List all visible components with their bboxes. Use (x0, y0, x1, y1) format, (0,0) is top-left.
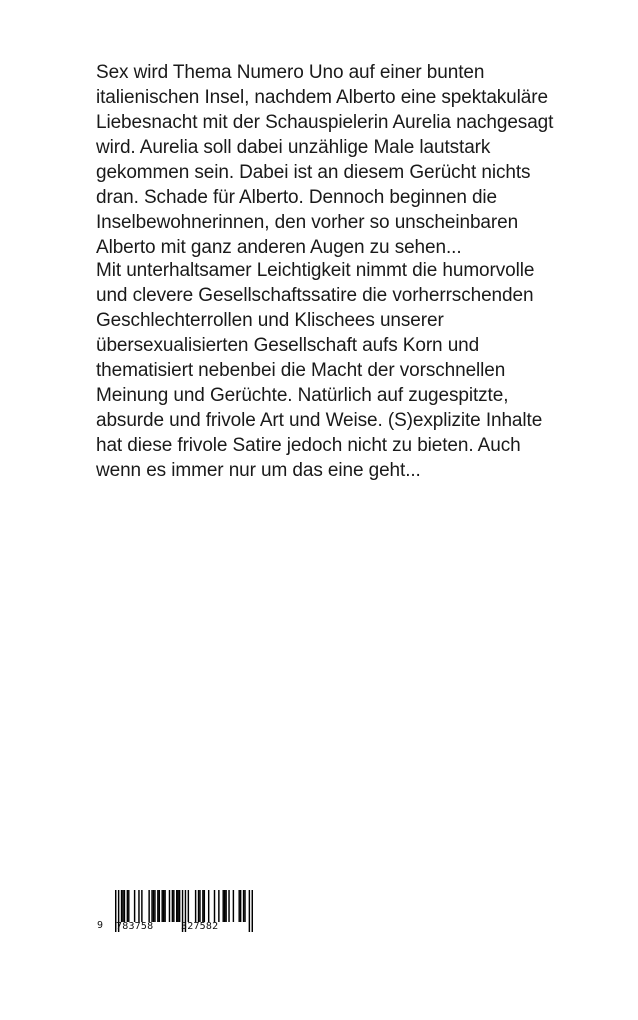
barcode-bar (121, 890, 122, 922)
barcode-bar (157, 890, 158, 922)
text-line: thematisiert nebenbei die Macht der vorschnellen (96, 360, 506, 381)
barcode-bar (240, 890, 241, 922)
text-line: Mit unterhaltsamer Leichtigkeit nimmt die humorvolle (96, 260, 535, 281)
barcode-bar (148, 890, 149, 922)
text-line: und clevere Gesellschaftssatire die vorherrschenden (96, 285, 534, 306)
text-line: übersexualisierten Gesellschaft aufs Korn und (96, 335, 480, 356)
barcode-bar (199, 890, 200, 922)
barcode-bar (218, 890, 219, 922)
barcode-bar (153, 890, 154, 922)
barcode-bar (122, 890, 123, 922)
text-line: hat diese frivole Satire jedoch nicht zu bieten. Auch (96, 435, 521, 456)
barcode-bar (177, 890, 178, 922)
barcode-bar (161, 890, 162, 922)
barcode-bar (127, 890, 128, 922)
barcode-bar (124, 890, 125, 922)
barcode-bar (208, 890, 209, 922)
barcode-bar (224, 890, 225, 922)
barcode-bar (244, 890, 245, 922)
text-line: italienischen Insel, nachdem Alberto eine spektakuläre (96, 87, 548, 108)
barcode-digit-group-1: 783758 (116, 921, 154, 932)
text-line: wird. Aurelia soll dabei unzählige Male lautstark (96, 137, 491, 158)
barcode-bar (204, 890, 205, 922)
barcode-bar (198, 890, 199, 922)
barcode-bar (222, 890, 223, 922)
barcode-bar (225, 890, 226, 922)
barcode-bar (141, 890, 142, 922)
barcode-bar (176, 890, 177, 922)
barcode-bar (214, 890, 215, 922)
barcode-bar (169, 890, 170, 922)
barcode-bar (233, 890, 234, 922)
text-line: Alberto mit ganz anderen Augen zu sehen... (96, 237, 462, 258)
barcode-bar (151, 890, 152, 922)
text-line: Sex wird Thema Numero Uno auf einer bunten (96, 62, 485, 83)
barcode-bar (249, 890, 250, 932)
barcode-bar (128, 890, 129, 922)
barcode-bar (202, 890, 203, 922)
barcode-bar (243, 890, 244, 922)
barcode-bar (195, 890, 196, 922)
text-line: Geschlechterrollen und Klischees unserer (96, 310, 444, 331)
barcode-bar (159, 890, 160, 922)
barcode-bar (138, 890, 139, 922)
barcode-bar (134, 890, 135, 922)
barcode-bar (238, 890, 239, 922)
barcode-digit-group-2: 327582 (181, 921, 219, 932)
barcode-bar (154, 890, 155, 922)
text-line: Meinung und Gerüchte. Natürlich auf zugespitzte, (96, 385, 509, 406)
barcode-bar (173, 890, 174, 922)
blurb-paragraph-2 (96, 258, 546, 483)
barcode-bar (172, 890, 173, 922)
barcode-bar (252, 890, 253, 932)
text-line: Inselbewohnerinnen, den vorher so unscheinbaren (96, 212, 519, 233)
text-line: wenn es immer nur um das eine geht... (96, 460, 421, 481)
isbn-barcode (97, 890, 257, 940)
barcode-first-digit: 9 (97, 920, 104, 931)
barcode-bar (163, 890, 164, 922)
barcode-bar (179, 890, 180, 922)
barcode-bar (228, 890, 229, 922)
barcode-bar (164, 890, 165, 922)
text-line: absurde und frivole Art und Weise. (S)explizite Inhalte (96, 410, 543, 431)
text-line: gekommen sein. Dabei ist an diesem Gerücht nichts (96, 162, 531, 183)
text-line: Liebesnacht mit der Schauspielerin Aurelia nachgesagt (96, 112, 554, 133)
blurb-paragraph-1 (96, 60, 554, 260)
barcode-bar (188, 890, 189, 922)
text-line: dran. Schade für Alberto. Dennoch beginnen die (96, 187, 498, 208)
